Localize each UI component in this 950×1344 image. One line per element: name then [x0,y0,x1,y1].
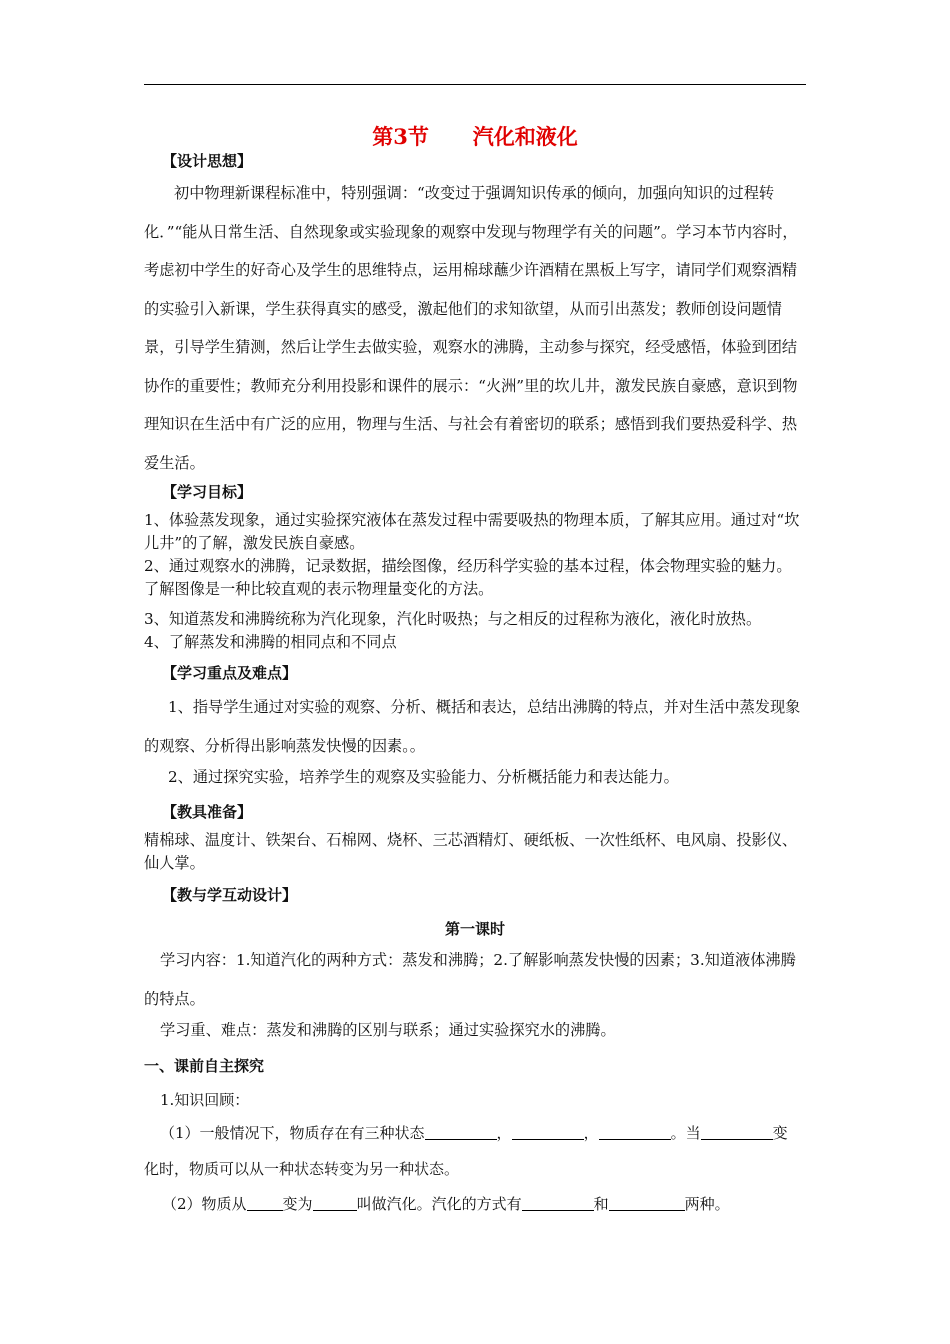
objective-1: 1、体验蒸发现象，通过实验探究液体在蒸发过程中需要吸热的物理本质，了解其应用。通过对“坎儿井”的了解，激发民族自豪感。 [144,511,800,552]
key-points-heading: 【学习重点及难点】 [162,664,298,682]
objectives-heading: 【学习目标】 [162,483,253,501]
answer-blank-condition[interactable] [701,1125,773,1140]
question-1-sep-1: ， [496,1124,512,1142]
objective-2: 2、通过观察水的沸腾，记录数据，描绘图像，经历科学实验的基本过程，体会物理实验的魅力。了解图像是一种比较直观的表示物理量变化的方法。 [144,557,792,598]
lesson-focus: 学习重、难点：蒸发和沸腾的区别与联系；通过实验探究水的沸腾。 [160,1021,616,1039]
lesson-content: 学习内容：1.知道汽化的两种方式：蒸发和沸腾；2.了解影响蒸发快慢的因素；3.知道液体沸腾的特点。 [144,951,796,1008]
design-heading: 【设计思想】 [162,152,253,170]
question-1-text-a: （1）一般情况下，物质存在有三种状态 [160,1124,425,1142]
key-point-2: 2、通过探究实验，培养学生的观察及实验能力、分析概括能力和表达能力。 [168,768,679,786]
question-2-text-d: 和 [593,1195,609,1213]
answer-blank-method-2[interactable] [609,1196,685,1211]
header-rule [144,84,806,85]
design-body: 初中物理新课程标准中，特别强调：“改变过于强调知识传承的倾向，加强向知识的过程转化．”“能从日常生活、自然现象或实验现象的观察中发现与物理学有关的问题”。学习本节内容时，考虑初中学生的好奇心及学生的思维特点，运用棉球蘸少许酒精在黑板上写字，请同学们观察酒精的实验引入新课，学生获得真实的感受，激起他们的求知欲望，从而引出蒸发；教师创设问题情景，引导学生猜测，然后让学生去做实验，观察水的沸腾，主动参与探究，经受感悟，体验到团结协作的重要性；教师充分利用投影和课件的展示：“火洲”里的坎儿井，激发民族自豪感，意识到物理知识在生活中有广泛的应用，物理与生活、与社会有着密切的联系；感悟到我们要热爱科学、热爱生活。 [144,184,798,472]
equipment-heading: 【教具准备】 [162,803,253,821]
question-1-line-1 [160,1123,788,1143]
question-1-sep-2: ， [583,1124,599,1142]
page-title: 第3节 汽化和液化 [372,124,578,149]
question-2-text-c: 叫做汽化。汽化的方式有 [356,1195,522,1213]
question-2-text-b: 变为 [282,1195,313,1213]
question-2-text-e: 两种。 [684,1195,730,1213]
answer-blank-state-3[interactable] [599,1125,671,1140]
equipment-body: 精棉球、温度计、铁架台、石棉网、烧杯、三芯酒精灯、硬纸板、一次性纸杯、电风扇、投影仪、仙人掌。 [144,831,798,872]
question-2 [162,1194,730,1214]
answer-blank-method-1[interactable] [522,1196,594,1211]
objective-3: 3、知道蒸发和沸腾统称为汽化现象，汽化时吸热；与之相反的过程称为液化，液化时放热。 [144,610,762,628]
question-1-text-c: 变 [772,1124,788,1142]
objective-4: 4、了解蒸发和沸腾的相同点和不同点 [144,633,397,651]
question-1-line-2: 化时，物质可以从一种状态转变为另一种状态。 [144,1160,460,1178]
answer-blank-to-state[interactable] [313,1196,357,1211]
key-point-1: 1、指导学生通过对实验的观察、分析、概括和表达，总结出沸腾的特点，并对生活中蒸发现象的观察、分析得出影响蒸发快慢的因素。。 [144,698,801,755]
knowledge-review-label: 1.知识回顾： [160,1091,250,1109]
lesson-title: 第一课时 [444,920,505,938]
answer-blank-state-1[interactable] [425,1125,497,1140]
interaction-heading: 【教与学互动设计】 [162,886,298,904]
question-2-text-a: （2）物质从 [162,1195,247,1213]
question-1-text-b: 。当 [670,1124,701,1142]
section-heading-1: 一、课前自主探究 [144,1057,265,1075]
answer-blank-state-2[interactable] [512,1125,584,1140]
answer-blank-from-state[interactable] [247,1196,283,1211]
